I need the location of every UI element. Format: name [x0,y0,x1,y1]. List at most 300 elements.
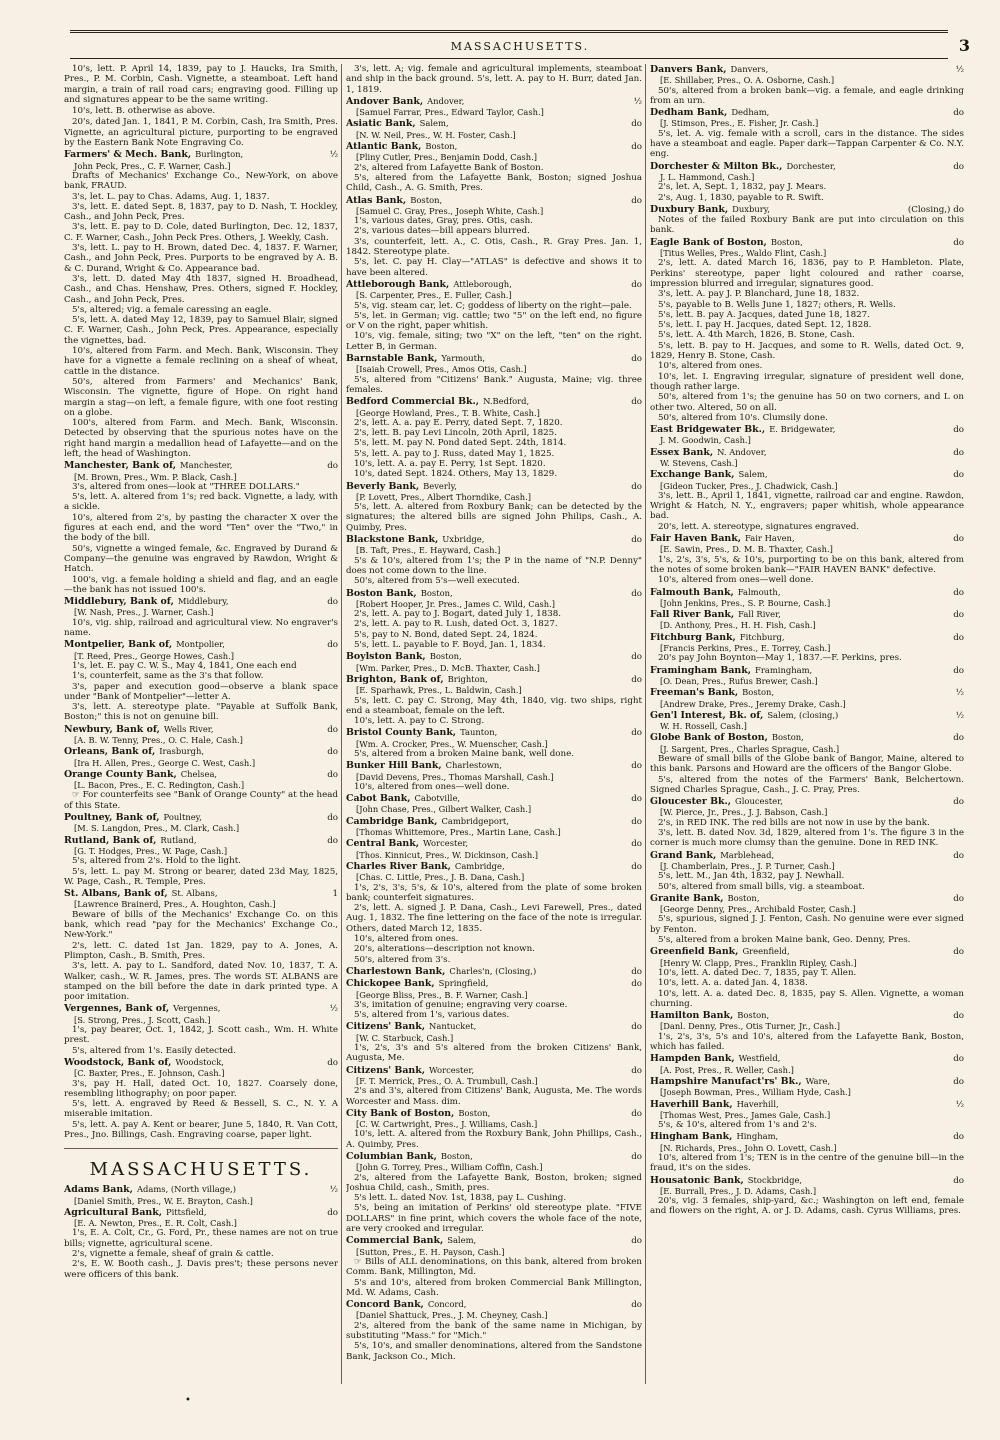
bank-heading-left [650,533,795,544]
bank-entry [64,835,338,887]
bank-name: Attleborough Bank, [346,278,450,290]
bank-discount-rate: do [631,195,642,206]
bank-name: Citizens' Bank, [346,1064,426,1076]
bank-discount-rate: do [953,1011,964,1022]
bank-heading-left [346,96,464,107]
bank-location: Nantucket, [429,1021,477,1032]
bank-discount-rate: do [631,652,642,663]
counterfeit-note: 100's, altered from Farm. and Mech. Bank, Wisconsin. Detected by observing that the spurious notes have on the right hand margin a medallion head of Lafayette—and on the left, the head of Washington. [64,418,338,459]
counterfeit-note: 5's & 10's, altered from 1's; the P in the name of "N.P. Denny" does not come down to the line. [346,555,642,576]
bank-heading [650,1053,964,1064]
bank-officers: [M. Brown, Pres., Wm. P. Black, Cash.] [74,471,237,482]
bank-entry [64,596,338,638]
bank-name: Citizens' Bank, [346,1021,426,1033]
bank-officers: [J. Stimson, Pres., E. Fisher, Jr. Cash.] [660,118,819,129]
counterfeit-note: 5's, lett. M. pay N. Pond dated Sept. 24th, 1814. [354,438,567,449]
bank-name: Bunker Hill Bank, [346,760,442,772]
bank-heading [650,1010,964,1021]
bank-entry [650,447,964,469]
bank-name: Dedham Bank, [650,107,728,119]
bank-name: Asiatic Bank, [346,118,416,130]
bank-entry [650,609,964,631]
bank-discount-rate: do [953,470,964,481]
running-header [70,36,970,60]
bank-location: Salem, [738,469,768,480]
bank-location: Ware, [805,1075,831,1086]
bank-entry [650,424,964,446]
counterfeit-note: ☞ Bills of ALL denominations, on this bank, altered from broken Comm. Bank, Millington, Md. [346,1256,642,1278]
counterfeit-note: 10's, vig. ship, railroad and agricultural view. No engraver's name. [64,617,338,639]
counterfeit-note: 100's, vig. a female holding a shield and flag, and an eagle—the bank has not issued 100's. [64,574,338,595]
bank-entry [64,769,338,811]
counterfeit-note: 2's, altered from the Lafayette Bank, Boston, broken; signed Joshua Child, cash., Smith, pres. [346,1172,642,1193]
bank-entry [64,888,338,1002]
bank-officers: [L. Bacon, Pres., E. C. Redington, Cash.] [74,780,245,791]
counterfeit-note: 1's, 2's, 3's, 5's and 10's, altered from the Lafayette Bank, Boston, which has failed. [650,1031,964,1053]
bank-location: Attleborough, [453,278,512,289]
bank-heading-left [346,816,509,827]
bank-heading-left [346,1065,474,1076]
bank-officers: [S. Carpenter, Pres., E. Fuller, Cash.] [356,290,512,301]
counterfeit-note: 3's, lett. A. pay to L. Sandford, dated Nov. 10, 1837, T. A. Walker, cash., W. R. James, pres. The words ST. ALBANS are stamped on the bill before the date in dark printed type. A poor imitation. [64,961,338,1003]
bank-heading-left [64,812,202,823]
bank-heading [650,632,964,643]
bank-entry [346,353,642,395]
counterfeit-note: 3's, lett. E. dated Sept. 8, 1837, pay to D. Nash, T. Hockley, Cash., and John Peck, Pres. [64,201,338,223]
bank-entry [346,1065,642,1107]
bank-entry [650,687,964,709]
bank-discount-rate: do [953,108,964,119]
bank-location: Cabotville, [414,793,461,804]
bank-heading-left [64,835,197,846]
bank-entry [650,893,964,945]
counterfeit-note: 2's, various dates—bill appears blurred. [354,226,530,237]
bank-discount-rate: do [953,1054,964,1065]
bank-heading [346,1065,642,1076]
counterfeit-note: 1's, 2's, 3's and 5's altered from the broken Citizens' Bank, Augusta, Me. [346,1043,642,1064]
bank-entry [346,195,642,278]
bank-heading [346,1021,642,1032]
bank-name: Cambridge Bank, [346,815,438,827]
counterfeit-note: 3's, let. L. pay to Chas. Adams, Aug. 1, 1837. [72,191,270,202]
bank-entry [650,1099,964,1131]
bank-heading [64,460,338,471]
bank-heading-left [650,424,835,435]
bank-discount-rate: do [631,1108,642,1119]
bank-location: E. Bridgewater, [769,424,836,435]
bank-heading-left [346,1235,476,1246]
counterfeit-note: 50's, altered from Farmers' and Mechanics' Bank, Wisconsin. The vignette, figure of Hope. On right hand margin a stag—on left, a female figure, with one foot resting on a globe. [64,376,338,418]
counterfeit-note: Notes of the failed Roxbury Bank are put into circulation on this bank. [650,215,964,236]
counterfeit-note: 5's, lett. A. altered from Roxbury Bank; can be detected by the signatures; the altered bills are signed John Philips, Cash., A. Quimby, Pres. [346,502,642,533]
bank-heading-left [64,1207,207,1218]
bank-heading [346,118,642,129]
counterfeit-note: 5's, lett. C. pay C. Strong, May 4th, 1840, vig. two ships, right end a steamboat, female on the left. [346,695,642,716]
bank-location: Springfield, [438,978,489,989]
counterfeit-note: 5's, payable to B. Wells June 1, 1827; others, R. Wells. [658,299,896,310]
bank-discount-rate: ½ [955,65,964,75]
bank-discount-rate: do [631,861,642,872]
bank-name: Beverly Bank, [346,480,420,492]
bank-officers: W. Stevens, Cash.] [660,457,738,468]
bank-heading-left [650,609,781,620]
bank-location: Middlebury, [177,596,229,607]
bank-entry [650,796,964,848]
bank-location: Worcester, [429,1064,475,1075]
bank-officers: [J. Chamberlain, Pres., J. P. Turner, Cash.] [660,860,835,871]
bank-officers: [John G. Torrey, Pres., William Coffin, Cash.] [356,1162,543,1173]
bank-officers: [George Denny, Pres., Archibald Foster, Cash.] [660,904,856,915]
bank-location: Salem, [447,1235,477,1246]
bank-list-massachusetts [64,1184,338,1280]
counterfeit-note: 5's, let. in German; vig. cattle; two "5" on the left end, no figure or V on the right, paper whitish. [346,310,642,332]
continued-entry [64,64,338,148]
bank-discount-rate: ½ [329,1185,338,1196]
bank-officers: [S. Strong, Pres., J. Scott, Cash.] [74,1014,211,1025]
bank-entry [650,850,964,892]
counterfeit-note: 5's, altered from a broken Maine bank, Geo. Denny, Pres. [658,935,911,946]
bank-entry [64,1184,338,1206]
bank-officers: [P. Lovett, Pres., Albert Thorndike, Cash.] [356,491,532,502]
bank-heading [64,724,338,735]
bank-heading [346,534,642,545]
note-line: 10's, lett. P. April 14, 1839, pay to J. Haucks, Ira Smith, Pres., P. M. Corbin, Cash. Vignette, a steamboat. Left hand margin, a train of rail road cars; engraving good. Filling up and signatures appear to be the same writing. [64,64,338,105]
bank-heading [346,141,642,152]
counterfeit-note: 10's, lett. A. a. pay E. Perry, 1st Sept. 1820. [354,458,546,469]
bank-discount-rate: do [327,461,338,472]
bank-officers: [A. B. W. Tenny, Pres., O. C. Hale, Cash.] [74,735,243,745]
bank-officers: [George Howland, Pres., T. B. White, Cash.] [356,407,540,418]
counterfeit-note: 3's, altered from ones—look at "THREE DOLLARS." [72,481,300,492]
bank-heading-left [346,1108,490,1119]
bank-heading-left [650,237,803,248]
counterfeit-note: 5's, 10's, and smaller denominations, altered from the Sandstone Bank, Jackson Co., Mich. [346,1341,642,1362]
bank-heading-left [346,195,442,206]
bank-heading-left [346,727,497,738]
bank-location: Fair Haven, [744,533,795,544]
bank-entry [346,1299,642,1362]
bank-officers: [Wm. Parker, Pres., D. McB. Thaxter, Cash.] [356,662,540,673]
bank-heading [346,1299,642,1310]
bank-heading-left [346,674,488,685]
bank-entry [346,674,642,726]
bank-name: Hampden Bank, [650,1053,735,1065]
bank-entry [650,1010,964,1052]
bank-name: Andover Bank, [346,95,424,107]
bank-location: Boston, [770,236,803,247]
bank-location: Boston, [458,1107,491,1118]
bank-officers: [E. Burrall, Pres., J. D. Adams, Cash.] [660,1185,817,1196]
bank-location: Woodstock, [175,1056,224,1067]
bank-name: Columbian Bank, [346,1150,437,1162]
bank-heading-left [650,1099,779,1110]
bank-heading [650,533,964,544]
counterfeit-note: 5's, spurious, signed J. J. Fenton, Cash. No genuine were ever signed by Fenton. [650,914,964,935]
bank-heading-left [346,481,457,492]
counterfeit-note: 50's, altered from 1's; the genuine has 50 on two corners, and L on other two. Altered, 50 on all. [650,392,964,413]
bank-entry [650,946,964,1009]
bank-officers: [Titus Welles, Pres., Waldo Flint, Cash.] [660,248,827,259]
bank-heading [64,746,338,757]
bank-officers: [E. A. Newton, Pres., E. R. Colt, Cash.] [74,1218,237,1229]
bank-entry [650,710,964,732]
bank-location: Gloucester, [735,796,783,807]
bank-discount-rate: do [327,597,338,608]
bank-location: Taunton, [460,727,498,738]
bank-location: Fall River, [738,609,781,620]
bank-entry [346,1108,642,1150]
bank-discount-rate: do [631,1236,642,1247]
bank-heading [346,861,642,872]
bank-name: Brighton, Bank of, [346,673,444,685]
counterfeit-note: 3's, lett. A. stereotype plate. "Payable at Suffolk Bank, Boston;" this is not on genuine bill. [64,702,338,723]
bank-discount-rate: do [953,610,964,621]
counterfeit-note: 2's, vignette a female, sheaf of grain & cattle. [72,1249,274,1260]
bank-heading-left [650,469,768,480]
bank-name: Charles River Bank, [346,860,451,872]
counterfeit-note: 2's and 3's, altered from Citizens' Bank, Augusta, Me. The words Worcester and Mass. dim. [346,1086,642,1107]
bank-entry [650,632,964,664]
bank-entry [650,237,964,423]
bank-location: Framingham, [755,664,813,675]
bank-discount-rate: ½ [329,150,338,161]
counterfeit-note: 1's, E. A. Colt, Cr., G. Ford, Pr., these names are not on true bills; vignette, agricultural scene. [64,1228,338,1249]
counterfeit-note: Drafts of Mechanics' Exchange Co., New-York, on above bank, FRAUD. [64,170,338,192]
bank-heading-left [650,1076,830,1087]
bank-entry [346,1151,642,1234]
bank-name: Fitchburg Bank, [650,631,736,643]
bank-name: Poultney, Bank of, [64,812,160,824]
counterfeit-note: 2's, lett. A. dated March 16, 1836, pay to P. Hambleton. Plate, Perkins' stereotype, paper light coloured and rather coarse, impression blurred and irregular, signatures good. [650,258,964,289]
bank-location: Boston, [440,1150,473,1161]
section-rule [64,1148,338,1149]
counterfeit-note: 2's, Aug. 1, 1830, payable to R. Swift. [658,192,824,203]
bank-heading-left [346,588,453,599]
bank-entry [346,1021,642,1063]
bank-heading [346,396,642,407]
bank-location: Yarmouth, [441,353,486,364]
bank-heading-left [346,141,457,152]
bank-discount-rate: do [327,835,338,846]
bank-discount-rate: do [631,354,642,365]
counterfeit-note: 5's, vig. steam car, let. C; goddess of liberty on the right—pale. [354,300,632,311]
bank-officers: [John Jenkins, Pres., S. P. Bourne, Cash.] [660,597,831,608]
counterfeit-note: 5's, pay to N. Bond, dated Sept. 24, 1824. [354,629,538,640]
counterfeit-note: 10's, lett. A. dated Dec. 7, 1835, pay T. Allen. [658,967,857,978]
bank-location: Boston, [737,1010,770,1021]
bank-officers: [John Chase, Pres., Gilbert Walker, Cash.] [356,804,532,815]
bank-location: Wells River, [163,723,214,734]
counterfeit-note: 2's, altered from the bank of the same name in Michigan, by substituting "Mass." for "Mich." [346,1320,642,1342]
bank-heading [650,161,964,172]
counterfeit-note: 1's, counterfeit, same as the 3's that follow. [72,671,264,682]
counterfeit-note: 50's, altered from small bills, vig. a steamboat. [658,881,865,892]
bank-officers: [Sutton, Pres., E. H. Payson, Cash.] [356,1246,505,1257]
bank-name: Bristol County Bank, [346,727,457,739]
counterfeit-note: 5's, being an imitation of Perkins' old stereotype plate. "FIVE DOLLARS" in fine print, which covers the whole face of the note, are very crooked and irregular. [346,1203,642,1235]
bank-location: Vergennes, [173,1003,221,1014]
counterfeit-note: 2's, altered from Lafayette Bank of Boston. [354,162,544,173]
bank-heading [650,64,964,75]
bank-entry [64,149,338,459]
bank-heading [64,639,338,650]
counterfeit-note: 5's, lett. I. pay H. Jacques, dated Sept. 12, 1828. [658,320,872,331]
bank-location: Adams, (North village,) [136,1184,236,1195]
counterfeit-note: 5's, lett. A. engraved by Reed & Bessell, S. C., N. Y. A miserable imitation. [64,1099,338,1120]
bank-location: Boston, [429,651,462,662]
bank-heading-left [650,64,768,75]
bank-location: Falmouth, [737,586,781,597]
bank-location: Uxbridge, [442,534,485,545]
bank-name: Atlas Bank, [346,194,407,206]
page-body [64,64,964,1404]
bank-heading [64,1057,338,1068]
bank-name: Manchester, Bank of, [64,460,177,472]
bank-name: City Bank of Boston, [346,1107,455,1119]
bank-heading [346,966,642,977]
counterfeit-note: 2's, E. W. Booth cash., J. Davis pres't; these persons never were officers of this bank. [64,1259,338,1280]
counterfeit-note: 3's, counterfeit, lett. A., C. Otis, Cash., R. Gray Pres. Jan. 1, 1842. Stereotype plate. [346,236,642,258]
bank-discount-rate: do [631,397,642,408]
counterfeit-note: 5's, let. C. pay H. Clay—"ATLAS" is defective and shows it to have been altered. [346,257,642,278]
bank-discount-rate: do [631,816,642,827]
bank-discount-rate: do [327,724,338,735]
bank-entry [650,533,964,585]
bank-officers: [Daniel Smith, Pres., W. E. Brayton, Cash.] [74,1195,253,1206]
bank-officers: [D. Anthony, Pres., H. H. Fish, Cash.] [660,620,816,631]
bank-heading [346,96,642,107]
bank-location: Chelsea, [180,768,218,779]
bank-name: Blackstone Bank, [346,534,439,546]
bank-location: Dedham, [731,107,770,118]
bank-name: St. Albans, Bank of, [64,888,168,900]
bank-heading-left [650,796,783,807]
counterfeit-note: 20's pay John Boynton—May 1, 1837.—F. Perkins, pres. [658,653,902,664]
bank-heading-left [64,149,243,160]
bank-location: St. Albans, [171,888,218,899]
bank-name: Granite Bank, [650,892,724,904]
counterfeit-note: 2's, lett. C. dated 1st Jan. 1829, pay to A. Jones, A. Plimpton, Cash., B. Smith, Pres. [64,940,338,961]
counterfeit-note: 2's, lett. A. a. pay E. Perry, dated Sept. 7, 1820. [354,417,563,428]
bank-heading [64,769,338,780]
bank-location: Rutland, [160,834,197,845]
bank-heading-left [346,534,484,545]
counterfeit-note: 5's lett. L. dated Nov. 1st, 1838, pay L. Cushing. [354,1193,567,1204]
bank-officers: [George Bliss, Pres., B. F. Warner, Cash.] [356,989,528,1000]
counterfeit-note: 20's, lett. A. stereotype, signatures engraved. [658,521,860,532]
column-3 [650,64,964,1404]
bank-entry [650,587,964,609]
bank-entry [650,1076,964,1098]
bank-heading-left [650,204,770,215]
counterfeit-note: 5's, lett. A. pay A. Kent or bearer, June 5, 1840, R. Van Cott, Pres., Jno. Billings, Cash. Engraving coarse, paper light. [64,1119,338,1140]
counterfeit-note: 20's, alterations—description not known. [354,944,535,955]
bank-officers: [David Devens, Pres., Thomas Marshall, Cash.] [356,771,554,782]
bank-heading-left [650,1010,769,1021]
bank-location: Stockbridge, [747,1174,803,1185]
bank-heading-left [346,838,468,849]
counterfeit-note: 10's, altered from 1's; TEN is in the centre of the genuine bill—in the fraud, it's on the sides. [650,1152,964,1174]
bank-entry [64,1207,338,1280]
bank-name: Cabot Bank, [346,793,411,805]
bank-heading [650,665,964,676]
bank-name: Barnstable Bank, [346,353,438,365]
bank-heading-left [650,893,760,904]
counterfeit-note: 5's, lett. B. pay to H. Jacques, and some to R. Wells, dated Oct. 9, 1829, Henry B. Stone, Cash. [650,340,964,362]
bank-location: N.Bedford, [483,396,530,407]
bank-name: Newbury, Bank of, [64,723,160,735]
bank-heading-left [650,1175,802,1186]
bank-heading [64,1184,338,1195]
bank-heading-left [64,1057,224,1068]
counterfeit-note: 5's, altered from 1's. Easily detected. [72,1045,236,1056]
bank-heading [346,760,642,771]
bank-officers: [Wm. A. Crocker, Pres., W. Muenscher, Cash.] [356,738,548,749]
bank-location: Boston, [742,687,775,698]
bank-officers: [Danl. Denny, Pres., Otis Turner, Jr., Cash.] [660,1021,841,1032]
bank-name: Vergennes, Bank of, [64,1003,170,1015]
bank-heading [650,424,964,435]
bank-discount-rate: do [631,674,642,685]
bank-name: Rutland, Bank of, [64,834,157,846]
counterfeit-note: 3's, imitation of genuine; engraving very coarse. [354,999,568,1010]
bank-location: Haverhill, [736,1098,779,1109]
counterfeit-note: Beware of small bills of the Globe bank of Bangor, Maine, altered to this bank. Parsons and Howard are the officers of the Bangor Globe. [650,754,964,775]
counterfeit-note: 1's, various dates, Gray, pres. Otis, cash. [354,216,533,227]
bank-discount-rate: do [953,797,964,808]
bank-location: Salem, [419,118,449,129]
bank-name: Fall River Bank, [650,609,735,621]
bank-heading [650,796,964,807]
bank-heading [650,1131,964,1142]
bank-heading [346,1235,642,1246]
counterfeit-note: 10's, altered from 2's, by pasting the character X over the figures at each end, and the word "Ten" over the "Two," in the body of the bill. [64,512,338,544]
bank-discount-rate: do [631,966,642,977]
bank-officers: [Lawrence Brainerd, Pres., A. Houghton, Cash.] [74,899,276,910]
bank-officers: J. L. Hammond, Cash.] [660,171,755,182]
bank-name: Farmers' & Mech. Bank, [64,149,192,161]
bank-discount-rate: do [631,794,642,805]
bank-officers: [G. T. Hodges, Pres., W. Page, Cash.] [74,845,228,856]
bank-officers: [E. Sparhawk, Pres., L. Baldwin, Cash.] [356,685,522,696]
bank-discount-rate: do [631,279,642,290]
bank-officers: [Daniel Shattuck, Pres., J. M. Cheyney, Cash.] [356,1310,548,1321]
bank-discount-rate: do [953,237,964,248]
bank-entry [64,746,338,768]
bank-list-vermont [64,149,338,1140]
bank-discount-rate: do [953,947,964,958]
bank-discount-rate: ½ [955,688,964,699]
bank-name: Grand Bank, [650,849,717,861]
note-line: 20's, dated Jan. 1, 1841, P. M. Corbin, Cash, Ira Smith, Pres. Vignette, an agricultural picture, purporting to be engraved by the Eastern Bank Note Engraving Co. [64,117,338,149]
counterfeit-note: 10's, vig. female, siting; two "X" on the left, "ten" on the right. Letter B, in German. [346,331,642,352]
bank-heading-left [650,687,774,698]
bank-discount-rate: (Closing,) do [907,204,964,215]
counterfeit-note: 2's, lett. B. pay Levi Lincoln, 20th April, 1825. [354,428,557,439]
bank-discount-rate: do [953,161,964,172]
counterfeit-note: 1's, pay bearer, Oct. 1, 1842, J. Scott cash., Wm. H. White prest. [64,1025,338,1046]
header-rule [70,58,948,59]
bank-heading [346,674,642,685]
bank-discount-rate: do [953,665,964,676]
counterfeit-note: ☞ For counterfeits see "Bank of Orange County" at the head of this State. [64,790,338,811]
bank-entry [64,724,338,746]
bank-location: Cambridgeport, [441,815,509,826]
bank-name: Gloucester Bk., [650,796,732,808]
bank-discount-rate: do [953,850,964,861]
bank-heading [346,651,642,662]
bank-heading-left [346,861,505,872]
